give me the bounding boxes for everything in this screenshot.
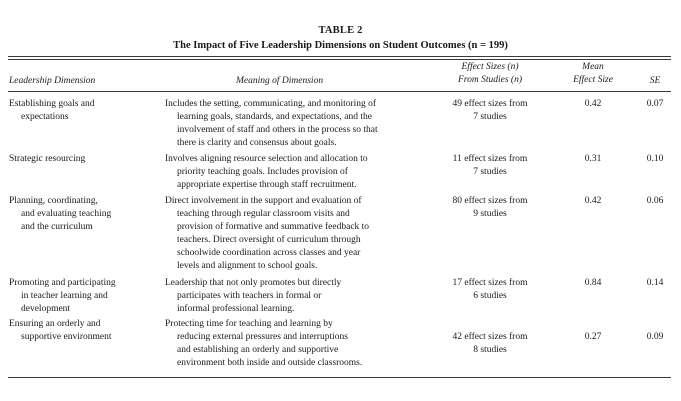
cell-line: 8 studies — [473, 345, 507, 356]
cell-line: Strategic resourcing — [9, 154, 86, 164]
cell-line: learning goals, standards, and expectations, and the — [177, 112, 372, 123]
cell-line: 49 effect sizes from — [452, 99, 528, 109]
cell-line: participates with teachers in formal or — [177, 291, 322, 302]
header-meaning: Meaning of Dimension — [236, 76, 324, 86]
row-3-effect-sizes — [428, 195, 552, 221]
top-rule — [8, 56, 671, 57]
cell-line: Involves aligning resource selection and allocation to — [165, 154, 368, 164]
cell-line: appropriate expertise through staff recruitment. — [177, 180, 357, 191]
cell-line: environment both inside and outside classrooms. — [177, 358, 363, 369]
table-title: The Impact of Five Leadership Dimensions on Student Outcomes (n = 199) — [173, 40, 508, 51]
row-1-se: 0.07 — [646, 99, 664, 109]
cell-line: Leadership that not only promotes but directly — [165, 278, 342, 288]
row-4-dimension — [9, 277, 149, 316]
header-rule — [8, 91, 671, 92]
row-1-meaning — [165, 98, 425, 150]
header-effect-sizes-line: From Studies (n) — [457, 75, 523, 85]
cell-line: Establishing goals and — [9, 99, 95, 109]
cell-line: 9 studies — [473, 209, 507, 220]
header-effect-sizes — [428, 61, 552, 87]
cell-line: teachers. Direct oversight of curriculum through — [177, 235, 361, 246]
cell-line: informal professional learning. — [177, 304, 295, 315]
cell-line: 7 studies — [473, 112, 507, 123]
header-effect-sizes-line: Effect Sizes (n) — [461, 62, 519, 72]
row-3-dimension — [9, 195, 149, 234]
cell-line: in teacher learning and — [21, 291, 108, 302]
cell-line: Promoting and participating — [9, 278, 116, 288]
row-1-dimension — [9, 98, 149, 124]
cell-line: 7 studies — [473, 167, 507, 178]
row-5-meaning — [165, 318, 425, 370]
cell-line: 11 effect sizes from — [452, 154, 528, 164]
cell-line: 42 effect sizes from — [452, 332, 528, 342]
cell-line: provision of formative and summative feedback to — [177, 222, 370, 233]
row-5-dimension — [9, 318, 149, 344]
row-5-se: 0.09 — [646, 332, 664, 342]
row-2-meaning — [165, 153, 425, 192]
cell-line: reducing external pressures and interruptions — [177, 332, 348, 343]
bottom-rule — [8, 377, 671, 378]
cell-line: 17 effect sizes from — [452, 278, 528, 288]
cell-line: 6 studies — [473, 291, 507, 302]
row-4-se: 0.14 — [646, 278, 664, 288]
header-se: SE — [649, 76, 661, 86]
cell-line: and establishing an orderly and supportive — [177, 345, 339, 356]
row-3-se: 0.06 — [646, 196, 664, 206]
row-2-effect-sizes — [428, 153, 552, 179]
cell-line: expectations — [21, 112, 69, 123]
row-2-se: 0.10 — [646, 154, 664, 164]
cell-line: development — [21, 304, 71, 315]
cell-line: supportive environment — [21, 332, 112, 343]
cell-line: involvement of staff and others in the process so that — [177, 125, 378, 136]
cell-line: Direct involvement in the support and evaluation of — [165, 196, 362, 206]
row-4-meaning — [165, 277, 425, 316]
header-mean-effect-size — [560, 61, 626, 87]
row-3-mean-effect: 0.42 — [584, 196, 602, 206]
cell-line: schoolwide coordination across classes and year — [177, 248, 361, 259]
row-1-effect-sizes — [428, 98, 552, 124]
row-1-mean-effect: 0.42 — [584, 99, 602, 109]
row-4-effect-sizes — [428, 277, 552, 303]
row-2-mean-effect: 0.31 — [584, 154, 602, 164]
cell-line: 80 effect sizes from — [452, 196, 528, 206]
header-leadership-dimension: Leadership Dimension — [9, 76, 96, 86]
cell-line: and the curriculum — [21, 222, 93, 233]
cell-line: and evaluating teaching — [21, 209, 112, 220]
row-5-effect-sizes — [428, 331, 552, 357]
row-2-dimension — [9, 153, 149, 166]
cell-line: teaching through regular classroom visits and — [177, 209, 350, 220]
cell-line: Includes the setting, communicating, and monitoring of — [165, 99, 377, 109]
cell-line: Planning, coordinating, — [9, 196, 98, 206]
table-number: TABLE 2 — [318, 25, 363, 36]
row-5-mean-effect: 0.27 — [584, 332, 602, 342]
header-mean-line: Effect Size — [573, 75, 613, 85]
cell-line: there is clarity and consensus about goals. — [177, 138, 337, 149]
header-mean-line: Mean — [582, 62, 604, 72]
cell-line: levels and alignment to school goals. — [177, 261, 318, 272]
cell-line: priority teaching goals. Includes provision of — [177, 167, 348, 178]
cell-line: Ensuring an orderly and — [9, 319, 101, 329]
top-rule-double — [8, 59, 671, 60]
row-4-mean-effect: 0.84 — [584, 278, 602, 288]
row-3-meaning — [165, 195, 425, 274]
cell-line: Protecting time for teaching and learning by — [165, 319, 333, 329]
